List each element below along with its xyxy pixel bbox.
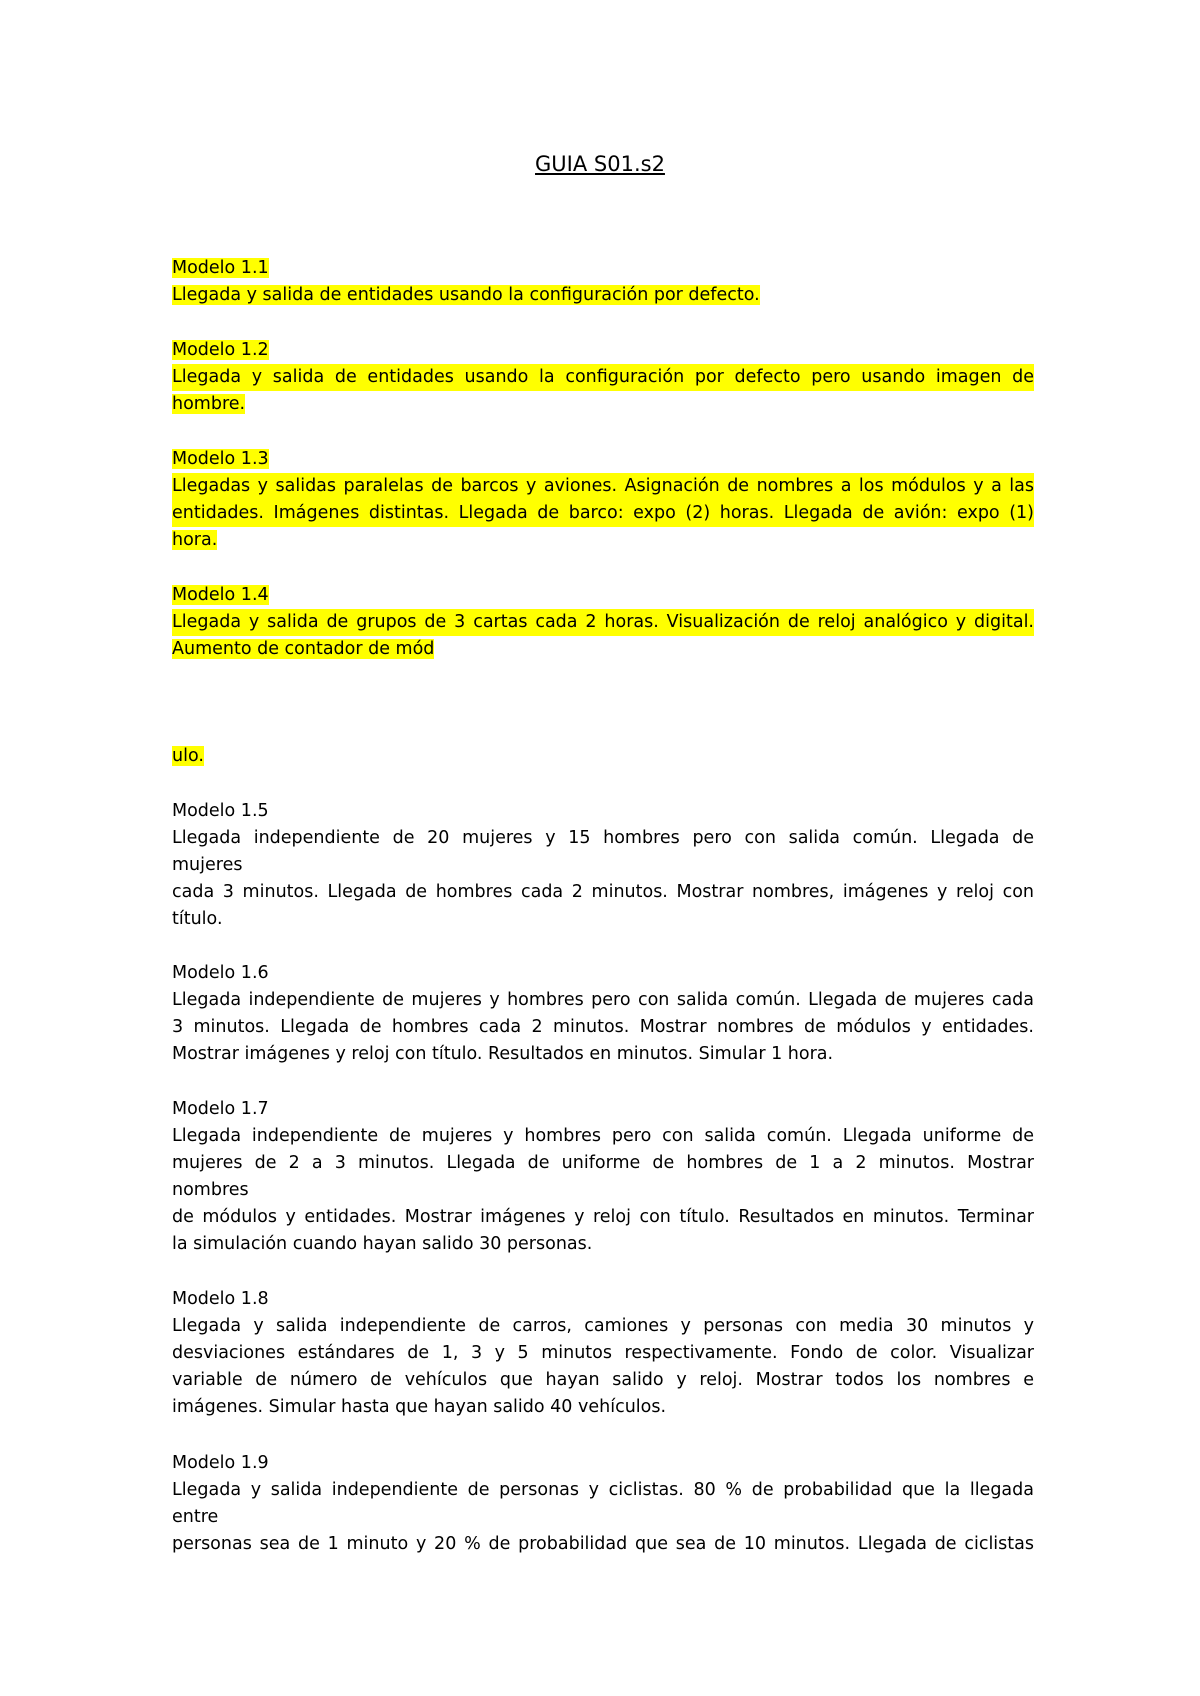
model-description-line: Llegada y salida independiente de carros, camiones y personas con media 30 minutos y — [172, 1316, 1034, 1336]
model-description-line: Llegada y salida de entidades usando la configuración por defecto. — [172, 285, 760, 305]
model-description-line: mujeres de 2 a 3 minutos. Llegada de uniforme de hombres de 1 a 2 minutos. Mostrar — [172, 1153, 1034, 1173]
model-1-5 — [172, 798, 1034, 933]
model-heading: Modelo 1.2 — [172, 340, 269, 360]
model-description-line: Llegada y salida independiente de personas y ciclistas. 80 % de probabilidad que la llegada — [172, 1480, 1034, 1500]
model-1-7 — [172, 1096, 1034, 1258]
model-description-line: Llegada independiente de mujeres y hombres pero con salida común. Llegada uniforme de — [172, 1126, 1034, 1146]
model-description-line: ulo. — [172, 746, 204, 766]
model-description-line: personas sea de 1 minuto y 20 % de probabilidad que sea de 10 minutos. Llegada de ciclistas — [172, 1534, 1034, 1554]
model-heading: Modelo 1.3 — [172, 449, 269, 469]
model-description-line: desviaciones estándares de 1, 3 y 5 minutos respectivamente. Fondo de color. Visualizar — [172, 1343, 1034, 1363]
model-description-line: nombres — [172, 1180, 249, 1200]
model-1-4-continuation — [172, 743, 1034, 770]
model-description-line: la simulación cuando hayan salido 30 personas. — [172, 1234, 593, 1254]
model-heading: Modelo 1.9 — [172, 1453, 269, 1473]
model-1-3 — [172, 446, 1034, 554]
model-description-line: imágenes. Simular hasta que hayan salido 40 vehículos. — [172, 1397, 667, 1417]
model-description-line: Mostrar imágenes y reloj con título. Resultados en minutos. Simular 1 hora. — [172, 1044, 834, 1064]
model-heading: Modelo 1.8 — [172, 1289, 269, 1309]
model-description-line: hombre. — [172, 394, 246, 414]
model-heading: Modelo 1.5 — [172, 801, 269, 821]
model-heading: Modelo 1.1 — [172, 258, 269, 278]
model-description-line: Llegadas y salidas paralelas de barcos y aviones. Asignación de nombres a los módulos y a las — [172, 473, 1034, 500]
model-description-line: 3 minutos. Llegada de hombres cada 2 minutos. Mostrar nombres de módulos y entidades. — [172, 1017, 1034, 1037]
model-description-line: hora. — [172, 530, 218, 550]
model-description-line: entre — [172, 1507, 219, 1527]
model-description-line: Llegada independiente de mujeres y hombres pero con salida común. Llegada de mujeres cada — [172, 990, 1034, 1010]
page-title: GUIA S01.s2 — [535, 152, 665, 176]
model-description-line: variable de número de vehículos que hayan salido y reloj. Mostrar todos los nombres e — [172, 1370, 1034, 1390]
model-description-line: cada 3 minutos. Llegada de hombres cada 2 minutos. Mostrar nombres, imágenes y reloj con — [172, 882, 1034, 902]
model-description-line: mujeres — [172, 855, 243, 875]
model-1-4 — [172, 582, 1034, 663]
model-description-line: Llegada y salida de grupos de 3 cartas cada 2 horas. Visualización de reloj analógico y digital. — [172, 609, 1034, 636]
model-1-2 — [172, 337, 1034, 418]
model-1-1 — [172, 255, 1034, 309]
model-description-line: Llegada y salida de entidades usando la configuración por defecto pero usando imagen de — [172, 364, 1034, 391]
model-1-6 — [172, 960, 1034, 1068]
model-description-line: título. — [172, 909, 223, 929]
model-description-line: Llegada independiente de 20 mujeres y 15 hombres pero con salida común. Llegada de — [172, 828, 1034, 848]
model-description-line: entidades. Imágenes distintas. Llegada de barco: expo (2) horas. Llegada de avión: expo (1) — [172, 500, 1034, 527]
model-heading: Modelo 1.6 — [172, 963, 269, 983]
model-description-line: Aumento de contador de mód — [172, 639, 435, 659]
model-description-line: de módulos y entidades. Mostrar imágenes y reloj con título. Resultados en minutos. Terminar — [172, 1207, 1034, 1227]
model-heading: Modelo 1.4 — [172, 585, 269, 605]
model-1-9 — [172, 1450, 1034, 1558]
model-1-8 — [172, 1286, 1034, 1421]
model-heading: Modelo 1.7 — [172, 1099, 269, 1119]
